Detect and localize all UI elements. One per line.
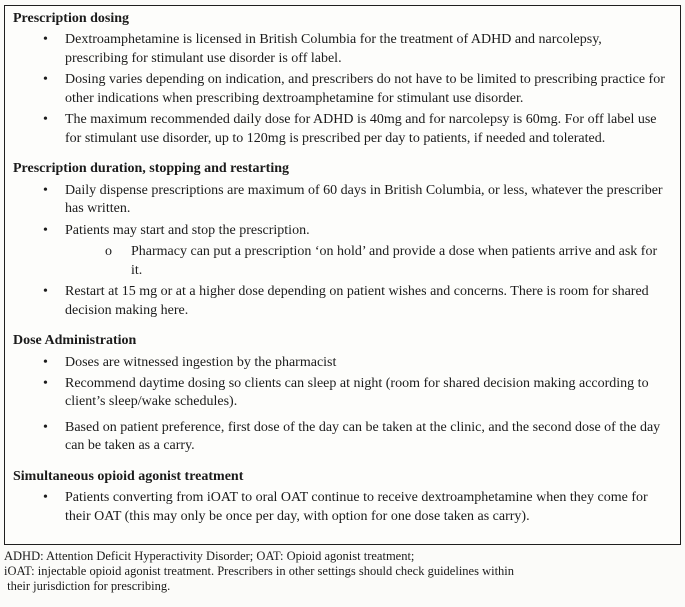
section-prescription-duration — [13, 160, 670, 320]
list-item — [43, 182, 670, 219]
bullet-icon: • — [43, 32, 48, 48]
sub-list-item — [105, 243, 670, 280]
section-heading: Prescription duration, stopping and restarting — [13, 161, 290, 177]
bullet-icon: • — [43, 72, 48, 88]
bullet-icon: • — [43, 222, 48, 238]
page — [0, 5, 685, 594]
footnote-line: iOAT: injectable opioid agonist treatment. Prescribers in other settings should check guidelines within — [4, 564, 515, 578]
list-item — [43, 111, 670, 148]
list-item — [43, 489, 670, 526]
section-heading: Dose Administration — [13, 333, 137, 349]
list-item — [43, 419, 670, 456]
section-dose-administration — [13, 332, 670, 456]
section-simultaneous-oat — [13, 468, 670, 526]
bullet-text: Doses are witnessed ingestion by the pharmacist — [65, 354, 337, 370]
bullet-icon: • — [43, 375, 48, 391]
bullet-text: Based on patient preference, first dose of the day can be taken at the clinic, and the second dose of the day can be taken as a carry. — [65, 419, 661, 454]
list-item — [43, 375, 670, 412]
bullet-text: Patients may start and stop the prescription. — [65, 222, 310, 238]
footnote-line: ADHD: Attention Deficit Hyperactivity Disorder; OAT: Opioid agonist treatment; — [4, 549, 415, 563]
list-item — [43, 222, 670, 240]
list-item — [43, 283, 670, 320]
list-item — [43, 71, 670, 108]
circle-bullet-icon: o — [105, 244, 112, 260]
bullet-text: The maximum recommended daily dose for ADHD is 40mg and for narcolepsy is 60mg. For off label use for stimulant use disorder, up to 120mg is prescribed per day to patients, if needed and tolerated. — [65, 112, 657, 146]
table-frame — [4, 5, 681, 545]
bullet-icon: • — [43, 182, 48, 198]
bullet-text: Daily dispense prescriptions are maximum of 60 days in British Columbia, or less, whatever the prescriber has written. — [65, 182, 663, 217]
bullet-icon: • — [43, 490, 48, 506]
list-item — [43, 354, 670, 372]
bullet-icon: • — [43, 419, 48, 435]
bullet-icon: • — [43, 284, 48, 300]
section-heading: Prescription dosing — [13, 11, 130, 26]
section-heading: Simultaneous opioid agonist treatment — [13, 468, 244, 484]
sub-bullet-text: Pharmacy can put a prescription ‘on hold’ and provide a dose when patients arrive and ask for it. — [131, 244, 658, 278]
section-prescription-dosing — [13, 10, 670, 148]
bullet-text: Restart at 15 mg or at a higher dose depending on patient wishes and concerns. There is room for shared decision making here. — [65, 284, 649, 318]
bullet-icon: • — [43, 112, 48, 128]
bullet-text: Patients converting from iOAT to oral OAT continue to receive dextroamphetamine when they come for their OAT (this may only be once per day, with option for one dose taken as carry). — [65, 490, 648, 524]
bullet-text: Recommend daytime dosing so clients can sleep at night (room for shared decision making according to client’s sleep/wake schedules). — [65, 375, 649, 410]
bullet-text: Dosing varies depending on indication, and prescribers do not have to be limited to prescribing practice for other indications when prescribing dextroamphetamine for stimulant use disorder. — [65, 72, 665, 106]
list-item — [43, 31, 670, 68]
bullet-text: Dextroamphetamine is licensed in British Columbia for the treatment of ADHD and narcolepsy, prescribing for stimulant use disorder is off label. — [65, 32, 602, 66]
footnote — [4, 549, 682, 594]
bullet-icon: • — [43, 354, 48, 370]
footnote-line: their jurisdiction for prescribing. — [4, 579, 171, 593]
